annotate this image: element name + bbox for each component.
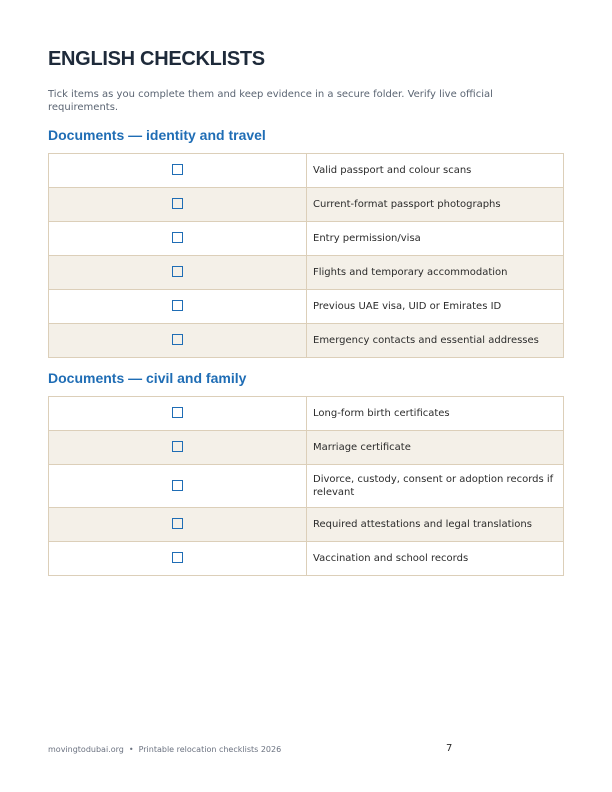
checkbox-cell <box>49 465 307 508</box>
checklist-item-label: Marriage certificate <box>307 431 564 465</box>
checkbox-empty-icon[interactable] <box>172 334 183 345</box>
checklist-row <box>49 290 564 324</box>
page-title: ENGLISH CHECKLISTS <box>48 48 265 70</box>
checklist-item-label: Flights and temporary accommodation <box>307 256 564 290</box>
checklist-item-label: Required attestations and legal translations <box>307 508 564 542</box>
checkbox-cell <box>49 431 307 465</box>
checkbox-empty-icon[interactable] <box>172 266 183 277</box>
checkbox-cell <box>49 397 307 431</box>
checklist-item-label: Valid passport and colour scans <box>307 154 564 188</box>
checkbox-cell <box>49 222 307 256</box>
checkbox-empty-icon[interactable] <box>172 441 183 452</box>
checkbox-empty-icon[interactable] <box>172 232 183 243</box>
page-number: 7 <box>446 743 453 754</box>
footer-separator: • <box>128 745 134 754</box>
checkbox-empty-icon[interactable] <box>172 198 183 209</box>
checklist-row <box>49 397 564 431</box>
checkbox-cell <box>49 324 307 358</box>
checklist-table-civil-family <box>48 396 564 576</box>
section-heading-civil-family: Documents — civil and family <box>48 370 247 386</box>
checklist-row <box>49 542 564 576</box>
checklist-item-label: Vaccination and school records <box>307 542 564 576</box>
checklist-item-label: Divorce, custody, consent or adoption records if relevant <box>307 465 564 508</box>
checklist-row <box>49 256 564 290</box>
checkbox-empty-icon[interactable] <box>172 164 183 175</box>
checklist-row <box>49 324 564 358</box>
checklist-item-label: Emergency contacts and essential addresses <box>307 324 564 358</box>
checkbox-empty-icon[interactable] <box>172 480 183 491</box>
section-heading-identity-travel: Documents — identity and travel <box>48 127 266 143</box>
checkbox-empty-icon[interactable] <box>172 552 183 563</box>
checklist-item-label: Entry permission/visa <box>307 222 564 256</box>
checklist-row <box>49 431 564 465</box>
checkbox-empty-icon[interactable] <box>172 518 183 529</box>
checklist-item-label: Previous UAE visa, UID or Emirates ID <box>307 290 564 324</box>
checklist-item-label: Current-format passport photographs <box>307 188 564 222</box>
checkbox-cell <box>49 188 307 222</box>
checkbox-cell <box>49 542 307 576</box>
footer-subtitle: Printable relocation checklists 2026 <box>138 745 282 754</box>
checklist-row <box>49 508 564 542</box>
intro-text: Tick items as you complete them and keep evidence in a secure folder. Verify live official requirements. <box>48 89 493 113</box>
checklist-row <box>49 188 564 222</box>
checkbox-empty-icon[interactable] <box>172 407 183 418</box>
footer-site: movingtodubai.org <box>48 745 124 754</box>
checkbox-cell <box>49 508 307 542</box>
checklist-row <box>49 154 564 188</box>
checkbox-cell <box>49 256 307 290</box>
page-footer <box>48 744 281 755</box>
checkbox-cell <box>49 290 307 324</box>
checkbox-cell <box>49 154 307 188</box>
checklist-item-label: Long-form birth certificates <box>307 397 564 431</box>
checklist-row <box>49 465 564 508</box>
checklist-table-identity-travel <box>48 153 564 358</box>
checklist-row <box>49 222 564 256</box>
checkbox-empty-icon[interactable] <box>172 300 183 311</box>
